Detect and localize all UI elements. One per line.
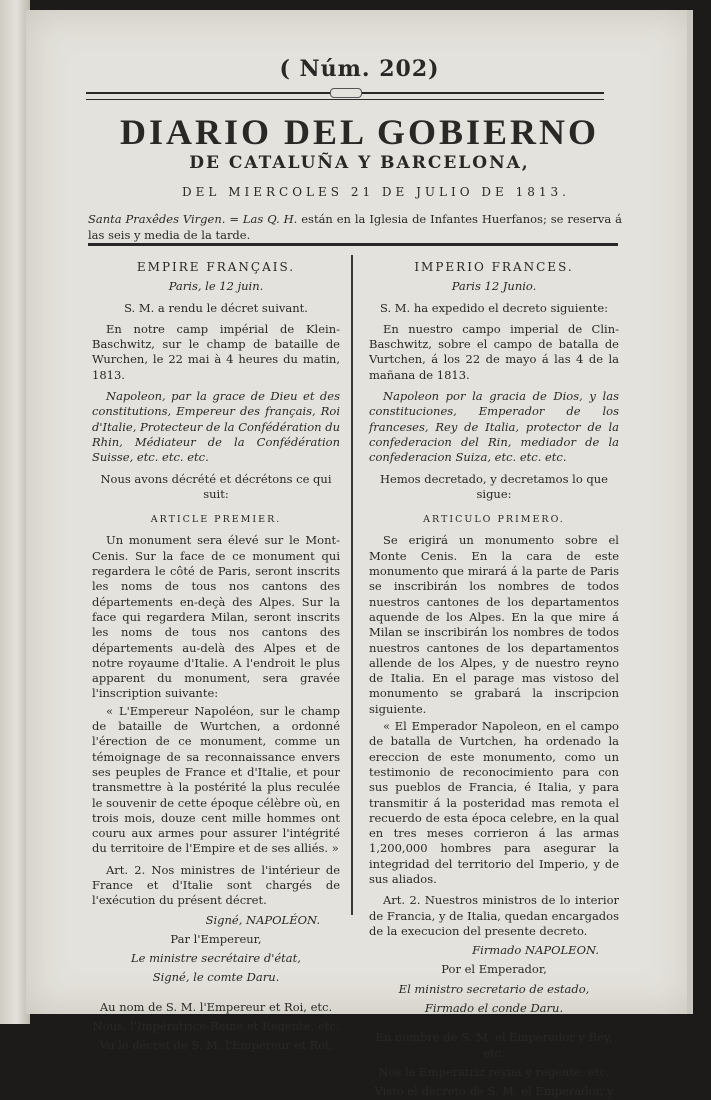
paragraph: « L'Empereur Napoléon, sur le champ de bataille de Wurtchen, a ordonné l'érection de ce monument, comme un témoignage de sa reconnaissance envers ses peuples de France et d'Italie, et pour transmettre à la postérité la plus reculée le souvenir de cette époque célèbre où, en trois mois, douze cent mille hommes ont couru aux armes pour assurer l'intégrité du territoire de l'Empire et de ses alliés. » — [92, 703, 340, 856]
paragraph: Napoleon, par la grace de Dieu et des constitutions, Empereur des français, Roi d'Italie, Protecteur de la Confédération du Rhin, Médiateur de la Confédération Suisse, etc. etc. etc. — [92, 389, 340, 465]
article-heading: ARTICULO PRIMERO. — [423, 514, 565, 526]
paragraph: Nous, l'Impératrice-Reine et Régente, etc. — [92, 1019, 340, 1034]
paragraph: Nous avons décrété et décrétons ce qui suit: — [100, 471, 332, 501]
masthead-title: DIARIO DEL GOBIERNO — [119, 112, 600, 152]
french-column — [92, 260, 340, 1054]
paragraph: En nuestro campo imperial de Clin-Baschwitz, sobre el campo de batalla de Vurtchen, á los 22 de mayo á las 4 de la mañana de 1813. — [369, 321, 619, 382]
paragraph: Visto el decreto de S. M. el Emperador, y — [374, 1084, 614, 1099]
paragraph: Au nom de S. M. l'Empereur et Roi, etc. — [99, 999, 333, 1014]
paragraph: Se erigirá un monumento sobre el Monte Cenis. En la cara de este monumento que mirará á la parte de Paris se inscribirán los nombres de todos nuestros cantones de los departamentos aquende de los Alpes. En la que mire á Milan se inscribirán los nombres de todos nuestros cantones de los departamentos allende de los Alpes, y de nuestro reyno de Italia. En el parage mas vistoso del monumento se grabará la inscripcion siguiente. — [369, 533, 619, 716]
signature: Firmado NAPOLEON. — [472, 943, 599, 958]
paragraph: Art. 2. Nos ministres de l'intérieur de France et d'Italie sont chargés de l'exécution du présent décret. — [92, 862, 340, 908]
top-rule — [86, 92, 604, 100]
masthead-subtitle: DE CATALUÑA Y BARCELONA, — [189, 153, 530, 173]
signature-line: Par l'Empereur, — [170, 931, 262, 946]
religious-notice — [88, 211, 622, 243]
dateline: Paris, le 12 juin. — [168, 279, 264, 294]
column-divider — [351, 255, 353, 915]
paragraph: « El Emperador Napoleon, en el campo de batalla de Vurtchen, ha ordenado la ereccion de este monumento, como un testimonio de reconocimiento para con sus pueblos de Francia, é Italia, y para transmitir á la posteridad mas remota el recuerdo de esta época celebre, en la qual en tres meses corrieron á las armas 1,200,000 hombres para asegurar la integridad del territorio del Imperio, y de sus aliados. — [369, 719, 619, 886]
issue-date: DEL MIERCOLES 21 DE JULIO DE 1813. — [182, 185, 570, 199]
article-heading: ARTICLE PREMIER. — [150, 514, 282, 526]
column-heading: EMPIRE FRANÇAIS. — [136, 260, 296, 274]
spanish-column — [369, 260, 619, 1100]
notice-italic: Santa Praxêdes Virgen. = Las Q. H. — [88, 212, 298, 226]
signature-line: Por el Emperador, — [441, 962, 547, 977]
newspaper-page — [26, 10, 693, 1099]
signature-line: El ministro secretario de estado, — [398, 981, 590, 996]
paragraph: En nombre de S. M. el Emperador y Rey, etc. — [375, 1030, 613, 1060]
signature: Signé, NAPOLÉON. — [205, 912, 320, 927]
signature-line: Le ministre secrétaire d'état, — [131, 951, 301, 966]
signature-line: Firmado el conde Daru. — [424, 1001, 564, 1016]
issue-number: ( Núm. 202) — [279, 56, 440, 82]
dateline: Paris 12 Junio. — [451, 279, 537, 294]
column-heading: IMPERIO FRANCES. — [414, 260, 574, 274]
paragraph: Un monument sera élevé sur le Mont-Cenis. Sur la face de ce monument qui regardera le côté de Paris, seront inscrits les noms de tous nos cantons des départements en-deçà des Alpes. Sur la face qui regardera Milan, seront inscrits les noms de tous nos cantons des départements au-delà des Alpes et de notre royaume d'Italie. A l'endroit le plus apparent du monument, sera gravée l'inscription suivante: — [92, 533, 340, 701]
paragraph: Vu le décret de S. M. l'Empereur et Roi, — [99, 1038, 333, 1053]
ornament-icon — [330, 88, 362, 98]
section-rule — [88, 243, 618, 246]
signature-line: Signé, le comte Daru. — [152, 970, 280, 985]
paragraph: S. M. ha expedido el decreto siguiente: — [379, 300, 608, 315]
notice-text: están en la Iglesia de Infantes Huerfanos; se reserva á las seis y media de la tarde. — [88, 212, 622, 242]
paragraph: En notre camp impérial de Klein-Baschwitz, sur le champ de bataille de Wurchen, le 22 mai à 4 heures du matin, 1813. — [92, 321, 340, 382]
paragraph: Napoleon por la gracia de Dios, y las constituciones, Emperador de los franceses, Rey de Italia, protector de la confederacion del Rin, mediador de la confederacion Suiza, etc. etc. etc. — [369, 389, 619, 465]
paragraph: Art. 2. Nuestros ministros de lo interior de Francia, y de Italia, quedan encargados de la execucion del presente decreto. — [369, 893, 619, 938]
paragraph: S. M. a rendu le décret suivant. — [124, 300, 308, 315]
paragraph: Hemos decretado, y decretamos lo que sigue: — [380, 471, 608, 501]
paragraph: Nos la Emperatriz reyna y regente, etc. — [378, 1064, 610, 1079]
